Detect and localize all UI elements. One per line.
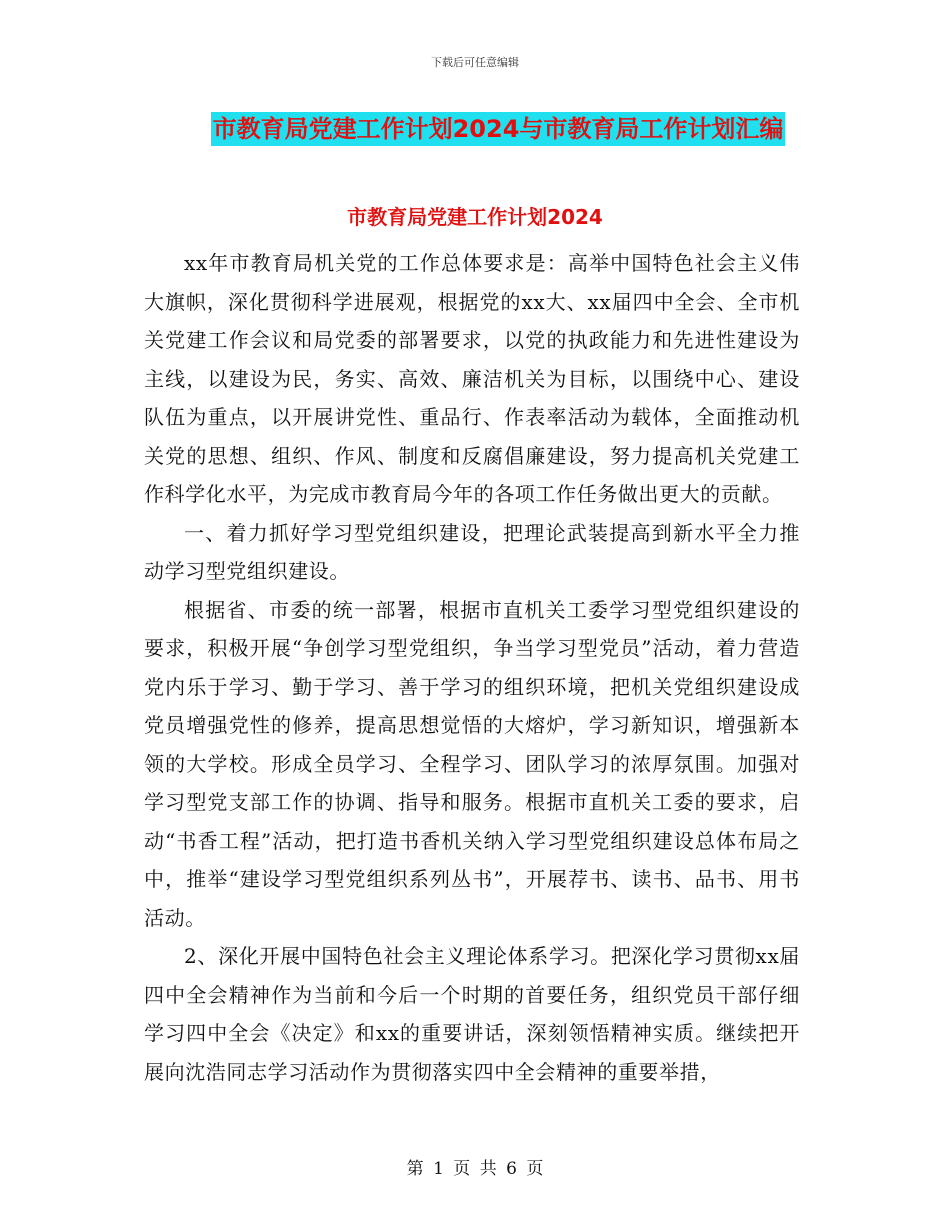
- paragraph-1: xx年市教育局机关党的工作总体要求是：高举中国特色社会主义伟大旗帜，深化贯彻科学进展观，根据党的xx大、xx届四中全会、全市机关党建工作会议和局党委的部署要求，以党的执政能力和先进性建设为主线，以建设为民，务实、高效、廉洁机关为目标，以围绕中心、建设队伍为重点，以开展讲党性、重品行、作表率活动为载体，全面推动机关党的思想、组织、作风、制度和反腐倡廉建设，努力提高机关党建工作科学化水平，为完成市教育局今年的各项工作任务做出更大的贡献。: [144, 251, 800, 506]
- paragraph-4: 2、深化开展中国特色社会主义理论体系学习。把深化学习贯彻xx届四中全会精神作为当前和今后一个时期的首要任务，组织党员干部仔细学习四中全会《决定》和xx的重要讲话，深刻领悟精神实质。继续把开展向沈浩同志学习活动作为贯彻落实四中全会精神的重要举措，: [144, 944, 800, 1084]
- document-body: [144, 244, 800, 1091]
- paragraph-2: 一、着力抓好学习型党组织建设，把理论武装提高到新水平全力推动学习型党组织建设。: [144, 520, 800, 583]
- page-number: 第 1 页 共 6 页: [406, 1159, 544, 1179]
- document-title: 市教育局党建工作计划2024与市教育局工作计划汇编: [211, 112, 786, 146]
- document-title-container: [0, 112, 950, 146]
- paragraph-3: 根据省、市委的统一部署，根据市直机关工委学习型党组织建设的要求，积极开展“争创学习型党组织，争当学习型党员”活动，着力营造党内乐于学习、勤于学习、善于学习的组织环境，把机关党组织建设成党员增强党性的修养，提高思想觉悟的大熔炉，学习新知识，增强新本领的大学校。形成全员学习、全程学习、团队学习的浓厚氛围。加强对学习型党支部工作的协调、指导和服务。根据市直机关工委的要求，启动“书香工程”活动，把打造书香机关纳入学习型党组织建设总体布局之中，推举“建设学习型党组织系列丛书”，开展荐书、读书、品书、用书活动。: [144, 597, 800, 930]
- section-title: 市教育局党建工作计划2024: [347, 205, 603, 229]
- page-header-note: 下载后可任意编辑: [431, 56, 519, 69]
